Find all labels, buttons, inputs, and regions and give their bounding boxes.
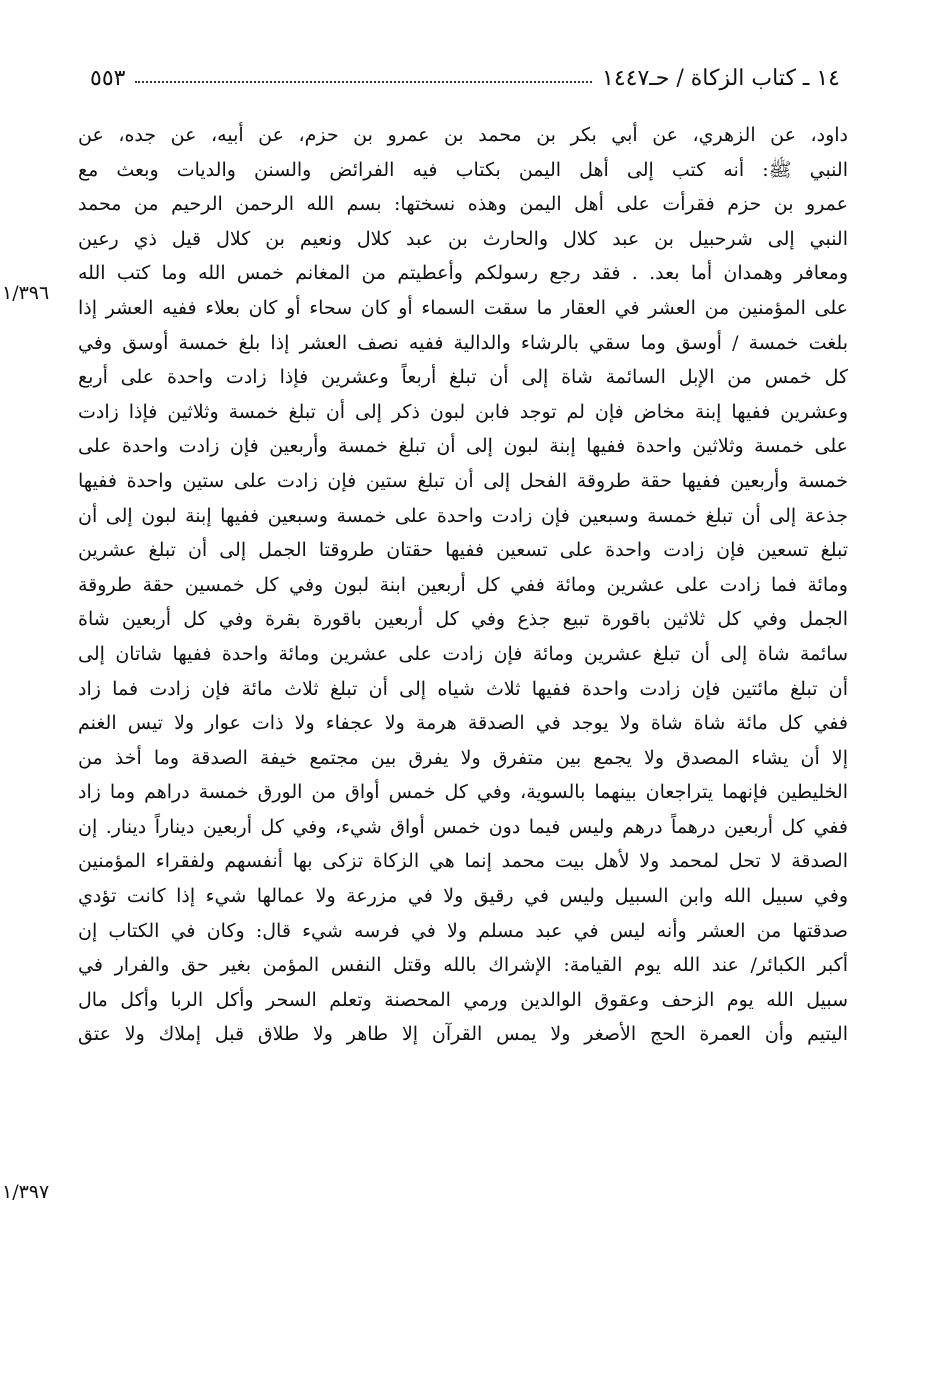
text-line: ففي كل مائة شاة شاة ولا يوجد في الصدقة هرمة ولا عجفاء ولا ذات عوار ولا تيس الغنم (78, 712, 848, 735)
text-line: ومعافر وهمدان أما بعد. . فقد رجع رسولكم وأعطيتم من المغانم خمس الله وما كتب الله (78, 262, 848, 285)
text-line: تبلغ تسعين فإن زادت واحدة على تسعين ففيها حقتان طروقتا الجمل إلى أن تبلغ عشرين (78, 539, 848, 562)
text-line: ومائة فما زادت على عشرين ومائة ففي كل أربعين ابنة لبون وفي كل خمسين حقة طروقة (78, 573, 848, 596)
text-line: جذعة إلى أن تبلغ خمسة وسبعين فإن زادت واحدة على خمسة وسبعين ففيها إبنة لبون إلى أن (78, 504, 848, 527)
text-line: صدقتها من العشر وأنه ليس في عبد مسلم ولا في فرسه شيء قال: وكان في الكتاب إن (78, 919, 848, 942)
text-line: ففي كل أربعين درهماً درهم وليس فيما دون خمس أواق شيء، وفي كل أربعين ديناراً دينار. إن (78, 815, 848, 838)
body-text (78, 118, 848, 1052)
text-line: بلغت خمسة / أوسق وما سقي بالرشاء والدالية ففيه نصف العشر إذا بلغ خمسة أوسق وفي (78, 331, 848, 354)
text-line: كل خمس من الإبل السائمة شاة إلى أن تبلغ أربعاً وعشرين فإذا زادت واحدة على أربع (78, 366, 848, 389)
page-header (90, 58, 840, 98)
text-line: خمسة وأربعين ففيها حقة طروقة الفحل إلى أن تبلغ ستين فإن زادت على ستين واحدة ففيها (78, 469, 848, 492)
header-dot-leader (135, 81, 592, 83)
text-line: النبي ﷺ: أنه كتب إلى أهل اليمن بكتاب فيه الفرائض والسنن والديات وبعث مع (78, 158, 848, 181)
text-line: سبيل الله يوم الزحف وعقوق الوالدين ورمي المحصنة وتعلم السحر وأكل الربا وأكل مال (78, 988, 848, 1011)
page-number: ٥٥٣ (90, 65, 126, 91)
text-line: على خمسة وثلاثين واحدة ففيها إبنة لبون إلى أن تبلغ خمسة وأربعين فإن زادت واحدة على (78, 435, 848, 458)
text-line: سائمة شاة إلى أن تبلغ عشرين ومائة فإن زادت على عشرين ومائة واحدة ففيها شاتان إلى (78, 642, 848, 665)
margin-reference: ١/٣٩٧ (2, 1181, 50, 1203)
text-line: النبي إلى شرحبيل بن عبد كلال والحارث بن عبد كلال ونعيم بن كلال قيل ذي رعين (78, 227, 848, 250)
text-line: الصدقة لا تحل لمحمد ولا لأهل بيت محمد إنما هي الزكاة تزكى بها أنفسهم ولفقراء المؤمنين (78, 850, 848, 873)
text-line: على المؤمنين من العشر في العقار ما سقت السماء أو كان سحاء أو كان بعلاء ففيه العشر إذا (78, 296, 848, 319)
text-line: وعشرين ففيها إبنة مخاض فإن لم توجد فابن لبون ذكر إلى أن تبلغ خمسة وثلاثين فإذا زادت (78, 400, 848, 423)
text-line: وفي سبيل الله وابن السبيل وليس في رقيق ولا في مزرعة ولا عمالها شيء إذا كانت تؤدي (78, 885, 848, 908)
text-line: داود، عن الزهري، عن أبي بكر بن محمد بن عمرو بن حزم، عن أبيه، عن جده، عن (78, 124, 848, 146)
margin-reference: ١/٣٩٦ (2, 282, 50, 304)
text-line: أن تبلغ مائتين فإن زادت واحدة ففيها ثلاث شياه إلى أن تبلغ ثلاث مائة فإن زادت فما زاد (78, 677, 848, 700)
text-line: الجمل وفي كل ثلاثين باقورة تبيع جذع وفي كل أربعين باقورة بقرة وفي كل أربعين شاة (78, 608, 848, 631)
text-line: عمرو بن حزم فقرأت على أهل اليمن وهذه نسختها: بسم الله الرحمن الرحيم من محمد (78, 193, 848, 216)
text-line: إلا أن يشاء المصدق ولا يجمع بين متفرق ولا يفرق بين مجتمع خيفة الصدقة وما أخذ من (78, 746, 848, 769)
text-line: الخليطين فإنهما يتراجعان بينهما بالسوية، وفي كل خمس أواق من الورق خمسة دراهم وما زاد (78, 781, 848, 804)
text-line: اليتيم وأن العمرة الحج الأصغر ولا يمس القرآن إلا طاهر ولا طلاق قبل إملاك ولا عتق (78, 1023, 848, 1046)
text-line: أكبر الكبائر/ عند الله يوم القيامة: الإشراك بالله وقتل النفس المؤمن بغير حق والفرار في (78, 954, 848, 977)
running-title: ١٤ ـ كتاب الزكاة / حـ١٤٤٧ (602, 65, 840, 91)
